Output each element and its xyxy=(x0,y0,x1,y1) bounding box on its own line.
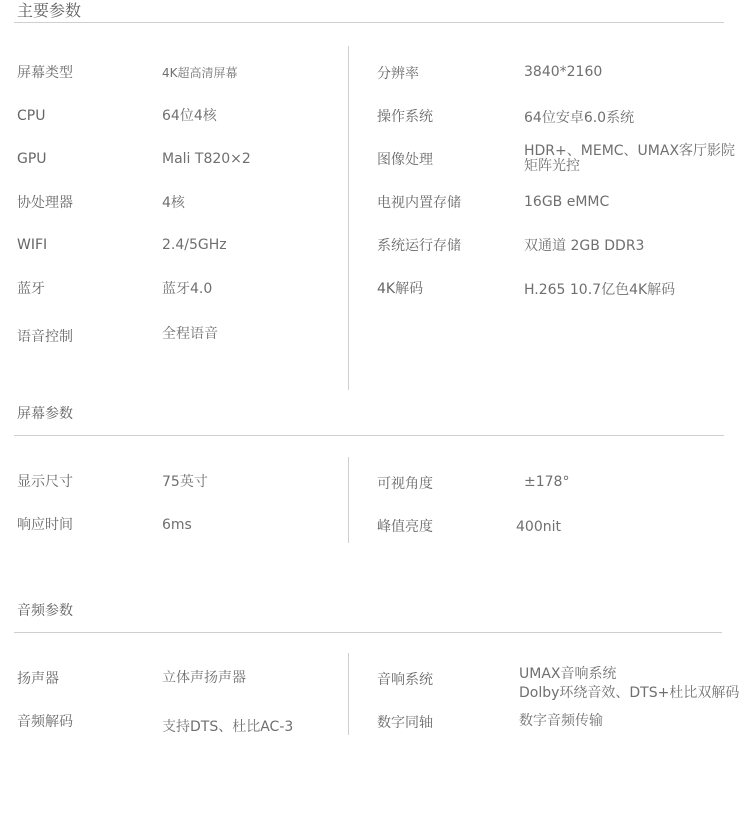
spec-value-display-size: 75英寸 xyxy=(162,474,208,490)
spec-label-response-time: 响应时间 xyxy=(17,517,73,533)
spec-value-speaker: 立体声扬声器 xyxy=(162,670,246,686)
spec-label-audio-decoding: 音频解码 xyxy=(17,714,73,730)
spec-label-viewing-angle: 可视角度 xyxy=(377,476,433,492)
spec-label-sound-system: 音响系统 xyxy=(377,672,433,688)
spec-value-peak-brightness: 400nit xyxy=(516,519,561,535)
spec-value-internal-storage: 16GB eMMC xyxy=(524,194,610,210)
section-divider-screen xyxy=(14,435,724,436)
spec-value-sound-system-line2: Dolby环绕音效、DTS+杜比双解码 xyxy=(519,685,740,701)
spec-value-ram: 双通道 2GB DDR3 xyxy=(524,238,645,254)
column-divider-screen xyxy=(348,457,349,543)
spec-label-voice-control: 语音控制 xyxy=(17,329,73,345)
section-title-main: 主要参数 xyxy=(17,1,82,20)
spec-value-resolution: 3840*2160 xyxy=(524,64,603,80)
spec-label-screen-type: 屏幕类型 xyxy=(17,65,73,81)
spec-label-image-processing: 图像处理 xyxy=(377,152,433,168)
spec-label-ram: 系统运行存储 xyxy=(377,238,461,254)
spec-label-cpu: CPU xyxy=(17,108,46,124)
column-divider-main xyxy=(348,46,349,390)
spec-label-wifi: WIFI xyxy=(17,237,48,253)
column-divider-audio xyxy=(348,653,349,735)
spec-value-screen-type: 4K超高清屏幕 xyxy=(162,66,238,80)
spec-label-internal-storage: 电视内置存储 xyxy=(377,195,461,211)
section-title-screen: 屏幕参数 xyxy=(17,406,73,422)
spec-label-bluetooth: 蓝牙 xyxy=(17,281,45,297)
spec-label-peak-brightness: 峰值亮度 xyxy=(377,519,433,535)
section-divider-main xyxy=(14,22,724,23)
spec-label-os: 操作系统 xyxy=(377,109,433,125)
spec-value-cpu: 64位4核 xyxy=(162,108,217,124)
spec-value-gpu: Mali T820×2 xyxy=(162,151,251,167)
spec-value-4k-decoding: H.265 10.7亿色4K解码 xyxy=(524,282,676,298)
spec-value-wifi: 2.4/5GHz xyxy=(162,237,227,253)
spec-value-viewing-angle: ±178° xyxy=(524,474,570,490)
spec-value-voice-control: 全程语音 xyxy=(162,326,218,342)
section-title-audio: 音频参数 xyxy=(17,603,73,619)
spec-label-gpu: GPU xyxy=(17,151,47,167)
spec-label-speaker: 扬声器 xyxy=(17,671,59,687)
spec-value-digital-coaxial: 数字音频传输 xyxy=(519,713,603,729)
spec-value-image-processing-line1: HDR+、MEMC、UMAX客厅影院 xyxy=(524,143,736,159)
spec-label-coprocessor: 协处理器 xyxy=(17,195,73,211)
spec-label-display-size: 显示尺寸 xyxy=(17,474,73,490)
spec-label-digital-coaxial: 数字同轴 xyxy=(377,715,433,731)
spec-value-audio-decoding: 支持DTS、杜比AC-3 xyxy=(162,719,294,735)
spec-value-sound-system-line1: UMAX音响系统 xyxy=(519,666,617,682)
spec-label-4k-decoding: 4K解码 xyxy=(377,281,424,297)
spec-value-os: 64位安卓6.0系统 xyxy=(524,110,635,126)
spec-value-response-time: 6ms xyxy=(162,517,192,533)
section-divider-audio xyxy=(14,632,722,633)
spec-label-resolution: 分辨率 xyxy=(377,66,419,82)
spec-value-coprocessor: 4核 xyxy=(162,195,185,211)
spec-value-image-processing-line2: 矩阵光控 xyxy=(524,158,580,174)
spec-value-bluetooth: 蓝牙4.0 xyxy=(162,281,213,297)
